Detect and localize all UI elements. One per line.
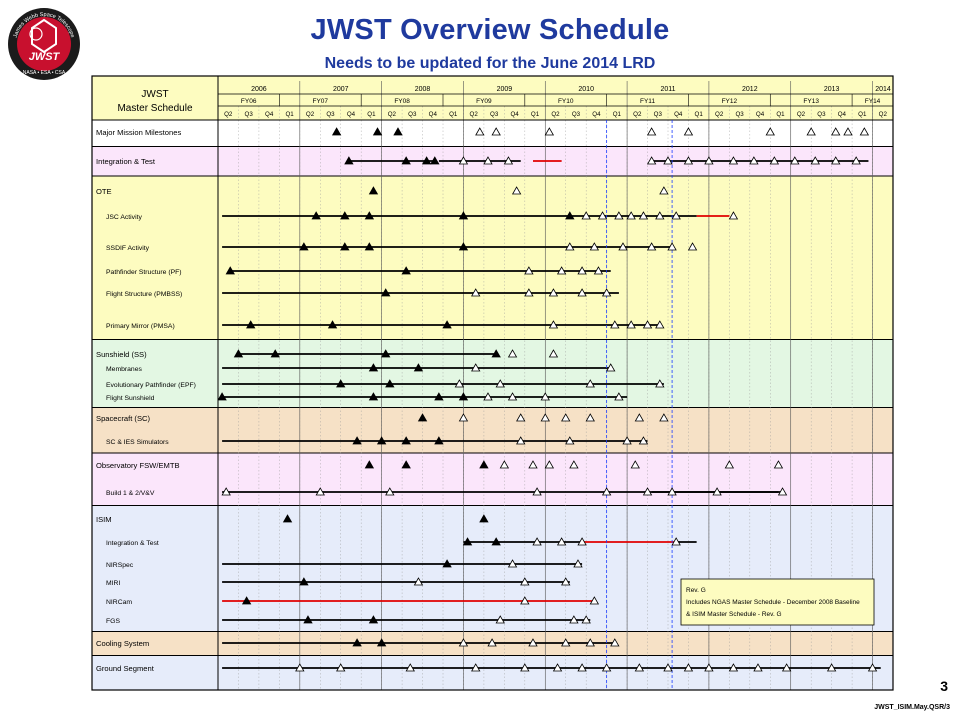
row-label-11: Flight Sunshield	[106, 395, 155, 402]
fiscal-year-label-fy14: FY14	[864, 98, 881, 105]
quarter-label-19: Q1	[612, 111, 621, 118]
page-title: JWST Overview Schedule	[310, 14, 670, 46]
year-label-2011: 2011	[660, 86, 676, 93]
fiscal-year-label-fy10: FY10	[557, 98, 574, 105]
section-band-2	[92, 176, 893, 340]
quarter-label-5: Q3	[326, 111, 335, 118]
row-label-13: SC & IES Simulators	[106, 439, 169, 446]
row-label-2: OTE	[96, 187, 112, 196]
year-label-2013: 2013	[823, 86, 840, 93]
quarter-label-17: Q3	[571, 111, 581, 118]
quarter-label-23: Q1	[694, 111, 703, 118]
year-label-2006: 2006	[251, 86, 267, 93]
page-subtitle: Needs to be updated for the June 2014 LRD	[324, 55, 656, 72]
quarter-label-25: Q3	[735, 111, 744, 118]
row-label-7: Primary Mirror (PMSA)	[106, 323, 175, 330]
row-label-19: MIRI	[106, 580, 121, 587]
row-label-10: Evolutionary Pathfinder (EPF)	[106, 382, 196, 389]
section-band-4	[92, 408, 893, 454]
quarter-label-28: Q2	[796, 111, 806, 118]
fiscal-year-label-fy12: FY12	[721, 98, 738, 105]
row-label-20: NIRCam	[106, 599, 133, 606]
year-label-2012: 2012	[742, 86, 758, 93]
year-label-2008: 2008	[414, 86, 431, 93]
row-label-4: SSDIF Activity	[106, 245, 150, 252]
row-label-15: Build 1 & 2/V&V	[106, 490, 155, 497]
quarter-label-10: Q4	[428, 111, 437, 118]
quarter-label-30: Q4	[837, 111, 846, 118]
quarter-label-7: Q1	[367, 111, 376, 118]
quarter-label-13: Q3	[490, 111, 499, 118]
year-label-2007: 2007	[332, 86, 349, 93]
logo-ring-text: James Webb Space Telescope	[12, 11, 76, 39]
page-number: 3	[940, 678, 948, 694]
row-label-17: Integration & Test	[106, 540, 159, 547]
revision-note	[681, 579, 874, 625]
logo-center-text: JWST	[28, 51, 60, 63]
fiscal-year-label-fy09: FY09	[476, 98, 492, 105]
schedule-title-line-1: JWST	[141, 89, 169, 100]
year-label-2010: 2010	[578, 86, 594, 93]
year-label-2009: 2009	[496, 86, 513, 93]
row-label-3: JSC Activity	[106, 214, 142, 221]
row-label-0: Major Mission Milestones	[96, 128, 182, 137]
row-label-16: ISIM	[96, 515, 112, 524]
quarter-label-26: Q4	[755, 111, 765, 118]
section-band-5	[92, 453, 893, 506]
fiscal-year-label-fy08: FY08	[394, 98, 410, 105]
quarter-label-29: Q3	[817, 111, 826, 118]
row-label-23: Ground Segment	[96, 664, 154, 673]
quarter-label-0: Q2	[224, 111, 233, 118]
schedule-title-line-2: Master Schedule	[117, 103, 193, 114]
quarter-label-14: Q4	[510, 111, 519, 118]
quarter-label-9: Q3	[408, 111, 417, 118]
revision-note-line-1: Rev. G	[686, 587, 706, 594]
footer-code: JWST_ISIM.May.QSR/3	[874, 704, 950, 711]
fiscal-year-label-fy07: FY07	[312, 98, 329, 105]
quarter-label-2: Q4	[265, 111, 274, 118]
year-label-2014: 2014	[875, 86, 891, 93]
section-band-8	[92, 656, 893, 691]
quarter-label-22: Q4	[674, 111, 683, 118]
quarter-label-18: Q4	[592, 111, 601, 118]
quarter-label-21: Q3	[653, 111, 662, 118]
quarter-label-1: Q3	[244, 111, 253, 118]
row-label-12: Spacecraft (SC)	[96, 414, 151, 423]
quarter-label-4: Q2	[305, 111, 315, 118]
row-label-22: Cooling System	[96, 639, 150, 648]
row-label-6: Flight Structure (PMBSS)	[106, 291, 183, 298]
revision-note-line-3: & ISIM Master Schedule - Rev. G	[686, 611, 782, 618]
row-label-21: FGS	[106, 618, 120, 625]
quarter-label-32: Q2	[878, 111, 887, 118]
quarter-label-6: Q4	[346, 111, 356, 118]
quarter-label-20: Q2	[633, 111, 642, 118]
fiscal-year-label-fy11: FY11	[640, 98, 656, 105]
quarter-label-27: Q1	[776, 111, 785, 118]
quarter-label-3: Q1	[285, 111, 294, 118]
quarter-label-15: Q1	[530, 111, 540, 118]
quarter-label-11: Q1	[449, 111, 458, 118]
quarter-label-8: Q2	[387, 111, 396, 118]
quarter-label-16: Q2	[551, 111, 560, 118]
quarter-label-31: Q1	[858, 111, 867, 118]
row-label-18: NIRSpec	[106, 562, 134, 569]
row-label-1: Integration & Test	[96, 157, 155, 166]
row-label-14: Observatory FSW/EMTB	[96, 461, 180, 470]
row-label-8: Sunshield (SS)	[96, 350, 147, 359]
row-label-9: Membranes	[106, 366, 142, 373]
revision-note-line-2: Includes NGAS Master Schedule - December 2008 Baseline	[686, 599, 860, 606]
quarter-label-12: Q2	[469, 111, 478, 118]
quarter-label-24: Q2	[715, 111, 724, 118]
logo-bottom-text: NASA • ESA • CSA	[22, 70, 66, 76]
fiscal-year-label-fy13: FY13	[803, 98, 819, 105]
fiscal-year-label-fy06: FY06	[240, 98, 257, 105]
row-label-5: Pathfinder Structure (PF)	[106, 269, 182, 276]
